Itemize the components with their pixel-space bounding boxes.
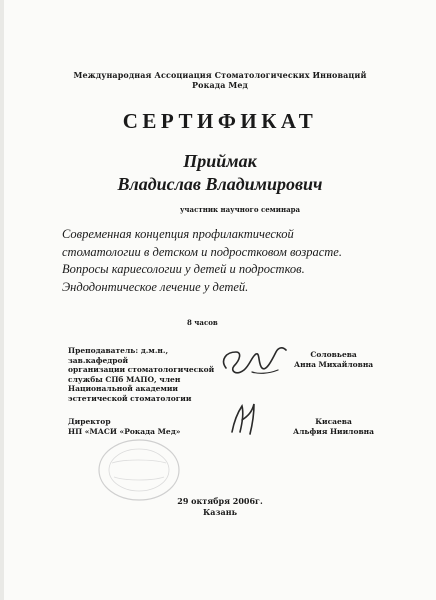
instructor-title-line: Национальной академии <box>68 384 178 393</box>
organization-name <box>4 70 436 90</box>
organization-line-1: Международная Ассоциация Стоматологических Инноваций <box>73 70 367 80</box>
organization-line-2: Рокада Мед <box>192 80 248 90</box>
participant-role: участник научного семинара <box>179 205 301 214</box>
director-title-line-1: Директор <box>68 417 111 426</box>
instructor-title-line: Преподаватель: д.м.н., зав.кафедрой <box>68 346 169 365</box>
instructor-title-line: организации стоматологической <box>68 365 215 374</box>
seminar-topic: Современная концепция профилактической стоматологии в детском и подростковом возрасте. Вопросы кариесологии у детей и подростков. Эндодонтическое лечение у детей. <box>62 227 342 294</box>
director-title-line-2: НП «МАСИ «Рокада Мед» <box>68 426 181 436</box>
recipient-given-names: Владислав Владимирович <box>117 174 323 194</box>
recipient-surname: Приймак <box>183 151 257 171</box>
certificate-title: СЕРТИФИКАТ <box>122 109 318 133</box>
instructor-name <box>294 350 373 369</box>
faded-stamp <box>94 435 184 505</box>
issue-city: Казань <box>202 506 238 517</box>
director-title <box>68 417 180 436</box>
seminar-hours: 8 часов <box>187 318 218 327</box>
instructor-given-names: Анна Михайловна <box>294 359 374 369</box>
issue-date-place <box>4 496 436 517</box>
director-surname: Кисаева <box>315 417 352 426</box>
instructor-title <box>68 346 218 403</box>
instructor-title-line: службы СПб МАПО, член <box>68 374 181 384</box>
instructor-signature <box>212 338 292 388</box>
director-name <box>293 417 374 436</box>
director-signature <box>220 396 270 438</box>
director-given-names: Альфия Нииловна <box>293 426 375 436</box>
instructor-surname: Соловьева <box>310 350 357 359</box>
issue-date: 29 октября 2006г. <box>177 496 263 506</box>
instructor-title-line: эстетической стоматологии <box>68 393 192 403</box>
